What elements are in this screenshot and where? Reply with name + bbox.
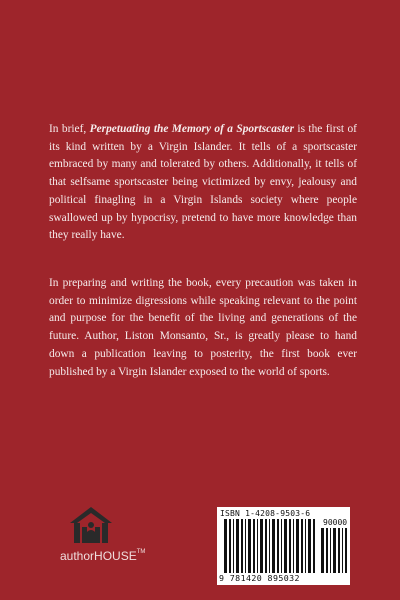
description-paragraph-1 [49, 121, 357, 245]
book-title: Perpetuating the Memory of a Sportscaster [89, 123, 294, 135]
barcode-panel [217, 507, 350, 585]
ean-digits: 9 781420 895032 [219, 573, 300, 583]
publisher-name-text: authorHOUSE [60, 549, 137, 563]
barcode-bar [284, 519, 287, 573]
trademark-mark: TM [136, 549, 146, 555]
barcode-bar [338, 528, 340, 573]
barcode-bar [236, 519, 239, 573]
barcode-bar [269, 519, 270, 573]
barcode-bar [321, 528, 324, 573]
barcode-bar [241, 519, 243, 573]
barcode-bar [345, 528, 347, 573]
barcode-bar [229, 519, 231, 573]
ean-barcode [224, 519, 316, 573]
publisher-logo [60, 505, 144, 575]
publisher-name [60, 549, 150, 563]
p1-rest: is the first of its kind written by a Virgin Islander. It tells of a sportscaster embraced by many and tolerated by others. Additionally, it tells of that selfsame sportscaster being victimized by envy, jealousy and political finagling in a Virgin Islands society where people swallowed up by hypocrisy, pretend to have more knowledge than they really have. [49, 123, 357, 242]
barcode-bar [296, 519, 299, 573]
barcode-bar [277, 519, 279, 573]
p1-lead: In brief, [49, 123, 90, 135]
barcode-bar [260, 519, 263, 573]
barcode-bar [326, 528, 328, 573]
barcode-bar [330, 528, 331, 573]
isbn-label: ISBN 1-4208-9503-6 [220, 509, 311, 518]
barcode-bar [257, 519, 258, 573]
description-paragraph-2: In preparing and writing the book, every precaution was taken in order to minimize digressions while speaking relevant to the point and purpose for the benefit of the living and generations of the future. Author, Liston Monsanto, Sr., is greatly please to hand down a publication leaving to posterity, the first book ever published by a Virgin Islander exposed to the world of sports. [49, 277, 357, 378]
barcode-bar [305, 519, 306, 573]
barcode-bar [301, 519, 303, 573]
barcode-bar [342, 528, 343, 573]
barcode-bar [293, 519, 294, 573]
barcode-bar [333, 528, 336, 573]
authorhouse-logo-icon [68, 505, 114, 545]
barcode-bar [272, 519, 275, 573]
barcode-bar [253, 519, 255, 573]
barcode-bar [313, 519, 315, 573]
barcode-bar [308, 519, 311, 573]
barcode-bar [289, 519, 291, 573]
barcode-bar [224, 519, 227, 573]
barcode-bar [245, 519, 246, 573]
barcode-bar [281, 519, 282, 573]
barcode-bar [233, 519, 234, 573]
price-barcode [321, 528, 347, 573]
price-code: 90000 [323, 518, 348, 527]
barcode-bar [248, 519, 251, 573]
barcode-bar [265, 519, 267, 573]
